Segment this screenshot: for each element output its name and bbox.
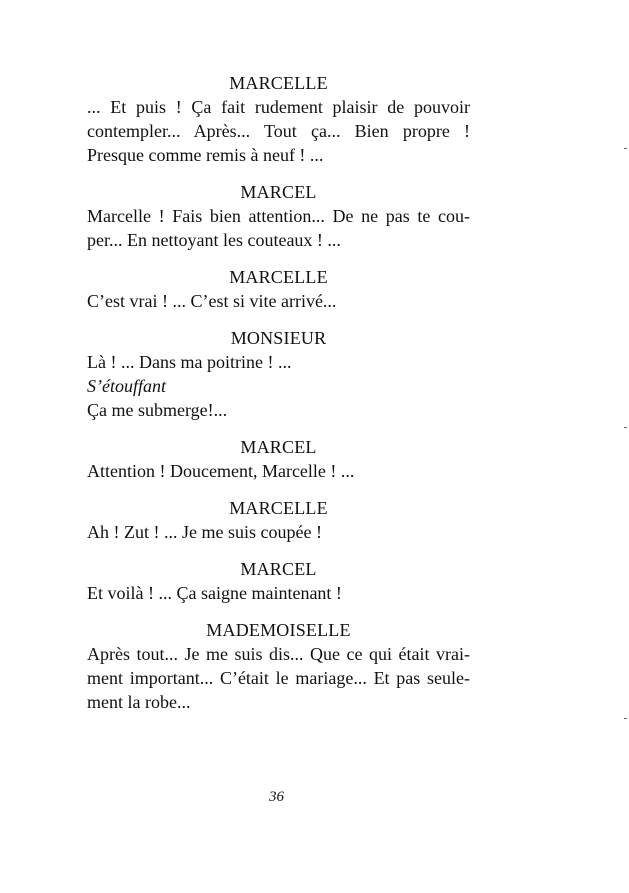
play-text <box>87 72 470 728</box>
dialogue-line: ment important... C’était le mariage... Et pas seule- <box>87 668 470 688</box>
scan-margin-mark <box>624 718 627 719</box>
speaker-name: MARCELLE <box>229 498 328 518</box>
dialogue-block <box>87 181 470 252</box>
speaker-name: MADEMOISELLE <box>206 620 351 640</box>
dialogue-line: Attention ! Doucement, Marcelle ! ... <box>87 461 355 481</box>
dialogue-line: Après tout... Je me suis dis... Que ce qui était vrai- <box>87 644 470 664</box>
dialogue-line: contempler... Après... Tout ça... Bien propre ! <box>87 121 470 141</box>
dialogue-block <box>87 327 470 422</box>
dialogue-block <box>87 436 470 483</box>
dialogue-block <box>87 497 470 544</box>
dialogue-line: Presque comme remis à neuf ! ... <box>87 145 324 165</box>
dialogue-block <box>87 558 470 605</box>
dialogue-block <box>87 266 470 313</box>
scan-margin-mark <box>624 148 627 149</box>
dialogue-line: Là ! ... Dans ma poitrine ! ... <box>87 352 292 372</box>
dialogue-line: Ça me submerge!... <box>87 400 228 420</box>
dialogue-line: ... Et puis ! Ça fait rudement plaisir de pouvoir <box>87 97 470 117</box>
dialogue-line: Ah ! Zut ! ... Je me suis coupée ! <box>87 522 322 542</box>
dialogue-line: Marcelle ! Fais bien attention... De ne pas te cou- <box>87 206 470 226</box>
speaker-name: MARCELLE <box>229 73 328 93</box>
stage-direction: S’étouffant <box>87 376 166 396</box>
dialogue-block <box>87 72 470 167</box>
scan-margin-mark <box>624 427 627 428</box>
speaker-name: MONSIEUR <box>230 328 327 348</box>
speaker-name: MARCEL <box>240 437 317 457</box>
dialogue-line: Et voilà ! ... Ça saigne maintenant ! <box>87 583 342 603</box>
page-number: 36 <box>269 789 284 805</box>
speaker-name: MARCEL <box>240 182 317 202</box>
speaker-name: MARCEL <box>240 559 317 579</box>
dialogue-line: C’est vrai ! ... C’est si vite arrivé... <box>87 291 337 311</box>
dialogue-block <box>87 619 470 714</box>
speaker-name: MARCELLE <box>229 267 328 287</box>
dialogue-line: per... En nettoyant les couteaux ! ... <box>87 230 341 250</box>
dialogue-line: ment la robe... <box>87 692 191 712</box>
